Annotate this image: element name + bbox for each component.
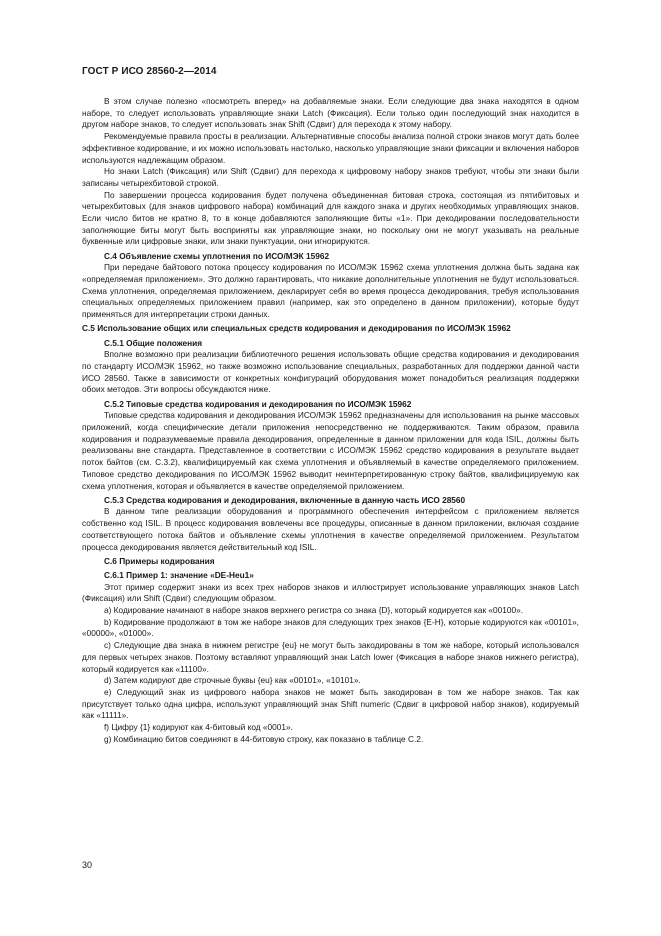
section-heading-c5: С.5 Использование общих или специальных средств кодирования и декодирования по ИСО/МЭК 15962 bbox=[82, 323, 511, 334]
paragraph: В данном типе реализации оборудования и программного обеспечения интерфейсом с приложением является собственно код ISIL. В процесс кодирования вовлечены все процедуры, описанные в данном приложении, включая создание соответствующего потока байтов и объявление схемы уплотнения в качестве определяемой приложением. Результатом процесса декодирования является действительный код ISIL. bbox=[82, 506, 579, 552]
subsection-heading-c61: С.6.1 Пример 1: значение «DE-Heu1» bbox=[104, 569, 254, 580]
list-item: с) Следующие два знака в нижнем регистре {eu} не могут быть закодированы в том же наборе, который использовался для первых четырех знаков. Поэтому вставляют управляющий знак Latch lower (Фиксация в наборе знаков нижнего регистра), который кодируется как «11100». bbox=[82, 640, 579, 674]
paragraph: Этот пример содержит знаки из всех трех наборов знаков и иллюстрирует использование управляющих знаков Latch (Фиксация) или Shift (Сдвиг) следующим образом. bbox=[82, 581, 579, 604]
paragraph: В этом случае полезно «посмотреть вперед» на добавляемые знаки. Если следующие два знака находятся в одном наборе, то следует использовать управляющие знаки Latch (Фиксация). Если только один последующий знак находится в другом наборе знаков, то следует использовать знак Shift (Сдвиг) для перехода к этому набору. bbox=[82, 96, 579, 130]
paragraph: Типовые средства кодирования и декодирования ИСО/МЭК 15962 предназначены для использования на рынке массовых приложений, когда специфические детали приложения непосредственно не поддерживаются. Таким образом, правила кодирования и подразумеваемые правила декодирования, определенные в данном приложении для кода ISIL, должны быть реализованы вне стандарта. Представленное в соответствии с ИСО/МЭК 15962 средство кодирования в результате выдает поток байтов (см. С.3.2), квалифицируемый как схема уплотнения и объявляемый в качестве определяемого приложением. Типовое средство декодирования по ИСО/МЭК 15962 выводит неинтерпретированную строку байтов, квалифицируемую как схема уплотнения, которая и объявляется в качестве определяемой приложением. bbox=[82, 410, 579, 491]
section-heading-c6: С.6 Примеры кодирования bbox=[104, 555, 215, 566]
paragraph: Но знаки Latch (Фиксация) или Shift (Сдвиг) для перехода к цифровому набору знаков требуют, чтобы эти знаки были записаны четырехбитовой строкой. bbox=[82, 166, 579, 188]
list-item: е) Следующий знак из цифрового набора знаков не может быть закодирован в том же наборе знаков. Так как присутствует только одна цифра, используют управляющий знак Shift numeric (Сдвиг в цифровой набор знаков), кодируемый как «11111». bbox=[82, 686, 579, 721]
section-heading-c4: С.4 Объявление схемы уплотнения по ИСО/МЭК 15962 bbox=[104, 250, 330, 261]
paragraph: Рекомендуемые правила просты в реализации. Альтернативные способы анализа полной строки знаков могут дать более эффективное кодирование, и их можно использовать настолько, насколько управляющие знаки фиксации и включения наборов используются надлежащим образом. bbox=[82, 131, 579, 165]
list-item: d) Затем кодируют две строчные буквы {eu} как «00101», «10101». bbox=[104, 675, 361, 686]
running-header: ГОСТ Р ИСО 28560-2—2014 bbox=[82, 66, 217, 77]
paragraph: По завершении процесса кодирования будет получена объединенная битовая строка, состоящая из пятибитовых и четырехбитовых (для знаков цифрового набора) комбинаций для каждого знака и других необходимых управляющих знаков. Если число битов не кратно 8, то в конце добавляются заполняющие биты «1». При декодировании последовательности заполняющие биты могут быть восприняты как управляющие знаки, но поскольку они не могут указывать на реальные буквенные или цифровые знаки, или знаки пунктуации, они игнорируются. bbox=[82, 189, 579, 247]
subsection-heading-c53: С.5.3 Средства кодирования и декодирования, включенные в данную часть ИСО 28560 bbox=[104, 494, 466, 505]
list-item: g) Комбинацию битов соединяют в 44-битовую строку, как показано в таблице С.2. bbox=[104, 733, 424, 744]
paragraph: Вполне возможно при реализации библиотечного решения использовать общие средства кодирования и декодирования по стандарту ИСО/МЭК 15962, но также возможно использование специальных, разработанных для поддержки данной части ИСО 28560. Также в зависимости от конкретных конфигураций оборудования может понадобиться реализация поддержки обоих методов. Эти вопросы обсуждаются ниже. bbox=[82, 349, 579, 395]
subsection-heading-c51: С.5.1 Общие положения bbox=[104, 337, 203, 348]
paragraph: При передаче байтового потока процессу кодирования по ИСО/МЭК 15962 схема уплотнения должна быть задана как «определяемая приложением». Это должно гарантировать, что никакие дополнительные уплотнения не будут использоваться. Схема уплотнения, определяемая приложением, декларирует себя во время процесса декодирования, требуя использования специальных определяемых приложением правил (например, как это определено в данном приложении), которые будут применяться для интерпретации строки данных. bbox=[82, 262, 579, 320]
list-item: b) Кодирование продолжают в том же наборе знаков для следующих трех знаков {E-H}, которые кодируются как «00101», «00000», «01000». bbox=[82, 616, 579, 639]
body-text bbox=[82, 96, 579, 745]
list-item: f) Цифру {1} кодируют как 4-битовый код «0001». bbox=[104, 722, 293, 733]
subsection-heading-c52: С.5.2 Типовые средства кодирования и декодирования по ИСО/МЭК 15962 bbox=[104, 398, 412, 409]
list-item: а) Кодирование начинают в наборе знаков верхнего регистра со знака {D}, который кодируется как «00100». bbox=[104, 605, 524, 616]
page-number: 30 bbox=[82, 860, 93, 870]
